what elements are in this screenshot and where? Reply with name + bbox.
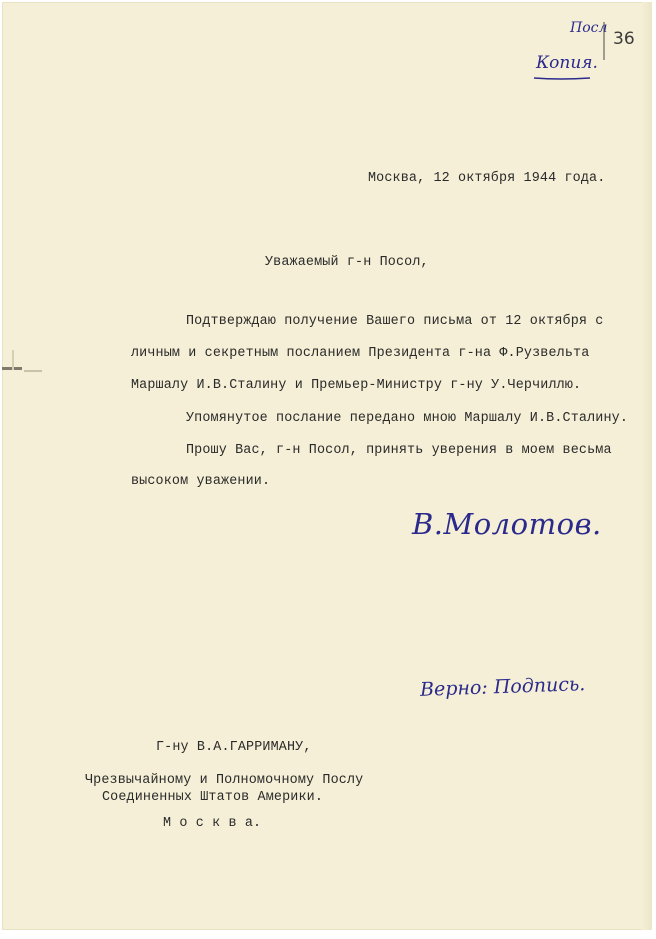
signature: В.Молотов. <box>412 507 602 541</box>
body-line: Прошу Вас, г-н Посол, принять уверения в моем весьма <box>186 443 612 458</box>
binding-mark <box>24 370 42 372</box>
recipient-name: Г-ну В.А.ГАРРИМАНУ, <box>156 740 312 755</box>
page-edge-shadow <box>642 2 652 930</box>
archive-corner-marks <box>530 16 640 94</box>
recipient-title-line: Чрезвычайному и Полномочному Послу <box>85 773 364 788</box>
body-line: личным и секретным посланием Президента г-на Ф.Рузвельта <box>131 346 590 361</box>
copy-mark-underline <box>534 78 590 79</box>
body-line: высоком уважении. <box>131 474 271 489</box>
recipient-city: М о с к в а. <box>163 816 262 831</box>
recipient-title-line: Соединенных Штатов Америки. <box>102 790 324 805</box>
certification-note: Верно: Подпись. <box>419 673 586 701</box>
date-line: Москва, 12 октября 1944 года. <box>368 171 606 186</box>
corner-note: Посл <box>570 20 608 36</box>
document-page <box>2 2 648 930</box>
binding-mark <box>12 350 14 370</box>
folio-number: 36 <box>613 29 635 49</box>
body-line: Подтверждаю получение Вашего письма от 12 октября с <box>186 314 604 329</box>
body-line: Маршалу И.В.Сталину и Премьер-Министру г-ну У.Черчиллю. <box>131 378 582 393</box>
body-line: Упомянутое послание передано мною Маршалу И.В.Сталину. <box>186 411 629 426</box>
copy-mark: Копия. <box>536 53 598 73</box>
salutation: Уважаемый г-н Посол, <box>265 255 429 270</box>
